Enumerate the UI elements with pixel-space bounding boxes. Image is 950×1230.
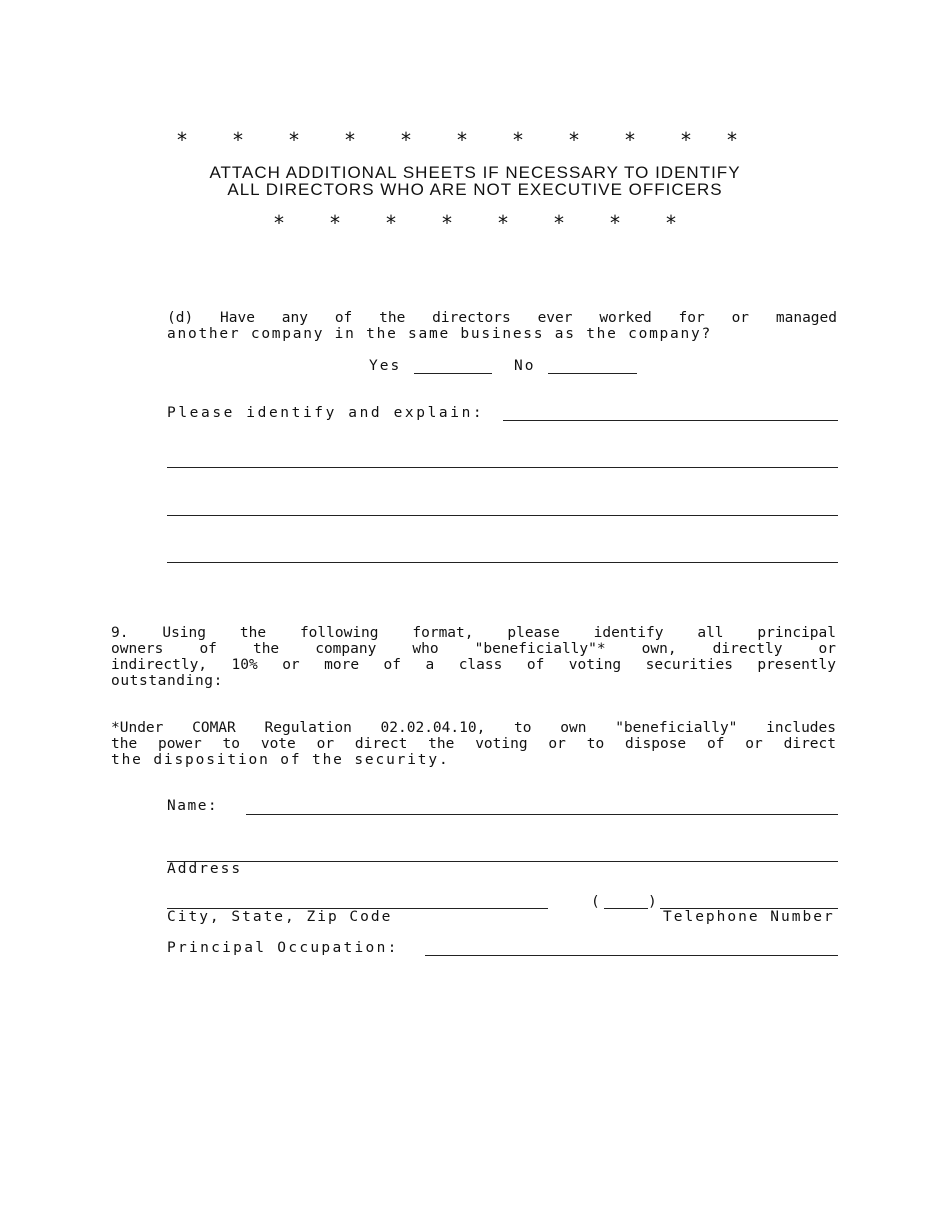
explain-line-3[interactable] (167, 515, 838, 516)
question-9-line-2: owners of the company who "beneficially"* own, directly or (111, 641, 836, 657)
telephone-label: Telephone Number (663, 909, 835, 925)
star: * (274, 211, 284, 235)
question-9-line-3: indirectly, 10% or more of a class of voting securities presently (111, 657, 836, 673)
explain-line-4[interactable] (167, 562, 838, 563)
star: * (666, 211, 676, 235)
name-field[interactable] (246, 814, 838, 815)
question-9-line-4: outstanding: (111, 673, 223, 689)
star: * (727, 128, 737, 152)
star: * (233, 128, 243, 152)
address-label: Address (167, 861, 243, 877)
area-code-field[interactable] (604, 908, 648, 909)
star: * (289, 128, 299, 152)
explain-field[interactable] (503, 420, 838, 421)
notice-line-1: ATTACH ADDITIONAL SHEETS IF NECESSARY TO IDENTIFY (209, 163, 741, 182)
footnote-line-3: the disposition of the security. (111, 752, 450, 768)
star: * (401, 128, 411, 152)
no-answer-field[interactable] (548, 373, 637, 374)
question-d-line-1: (d) Have any of the directors ever worked for or managed (167, 310, 837, 326)
notice-line-2: ALL DIRECTORS WHO ARE NOT EXECUTIVE OFFICERS (227, 180, 723, 199)
footnote-line-1: *Under COMAR Regulation 02.02.04.10, to own "beneficially" includes (111, 720, 836, 736)
occupation-label: Principal Occupation: (167, 940, 399, 956)
star: * (610, 211, 620, 235)
question-d-line-2: another company in the same business as the company? (167, 326, 712, 342)
explain-line-2[interactable] (167, 467, 838, 468)
star: * (625, 128, 635, 152)
star: * (386, 211, 396, 235)
address-field[interactable] (167, 861, 838, 862)
star: * (177, 128, 187, 152)
yes-label: Yes (369, 358, 402, 374)
occupation-field[interactable] (425, 955, 838, 956)
name-label: Name: (167, 798, 219, 814)
yes-answer-field[interactable] (414, 373, 492, 374)
explain-label: Please identify and explain: (167, 405, 485, 421)
star: * (569, 128, 579, 152)
star: * (345, 128, 355, 152)
area-code-open-paren: ( (591, 894, 600, 910)
area-code-close-paren: ) (648, 894, 657, 910)
question-9-line-1: 9. Using the following format, please identify all principal (111, 625, 836, 641)
star: * (330, 211, 340, 235)
star: * (442, 211, 452, 235)
city-state-zip-label: City, State, Zip Code (167, 909, 393, 925)
star: * (498, 211, 508, 235)
footnote-line-2: the power to vote or direct the voting or to dispose of or direct (111, 736, 836, 752)
no-label: No (514, 358, 536, 374)
star: * (457, 128, 467, 152)
star: * (554, 211, 564, 235)
star: * (513, 128, 523, 152)
star: * (681, 128, 691, 152)
